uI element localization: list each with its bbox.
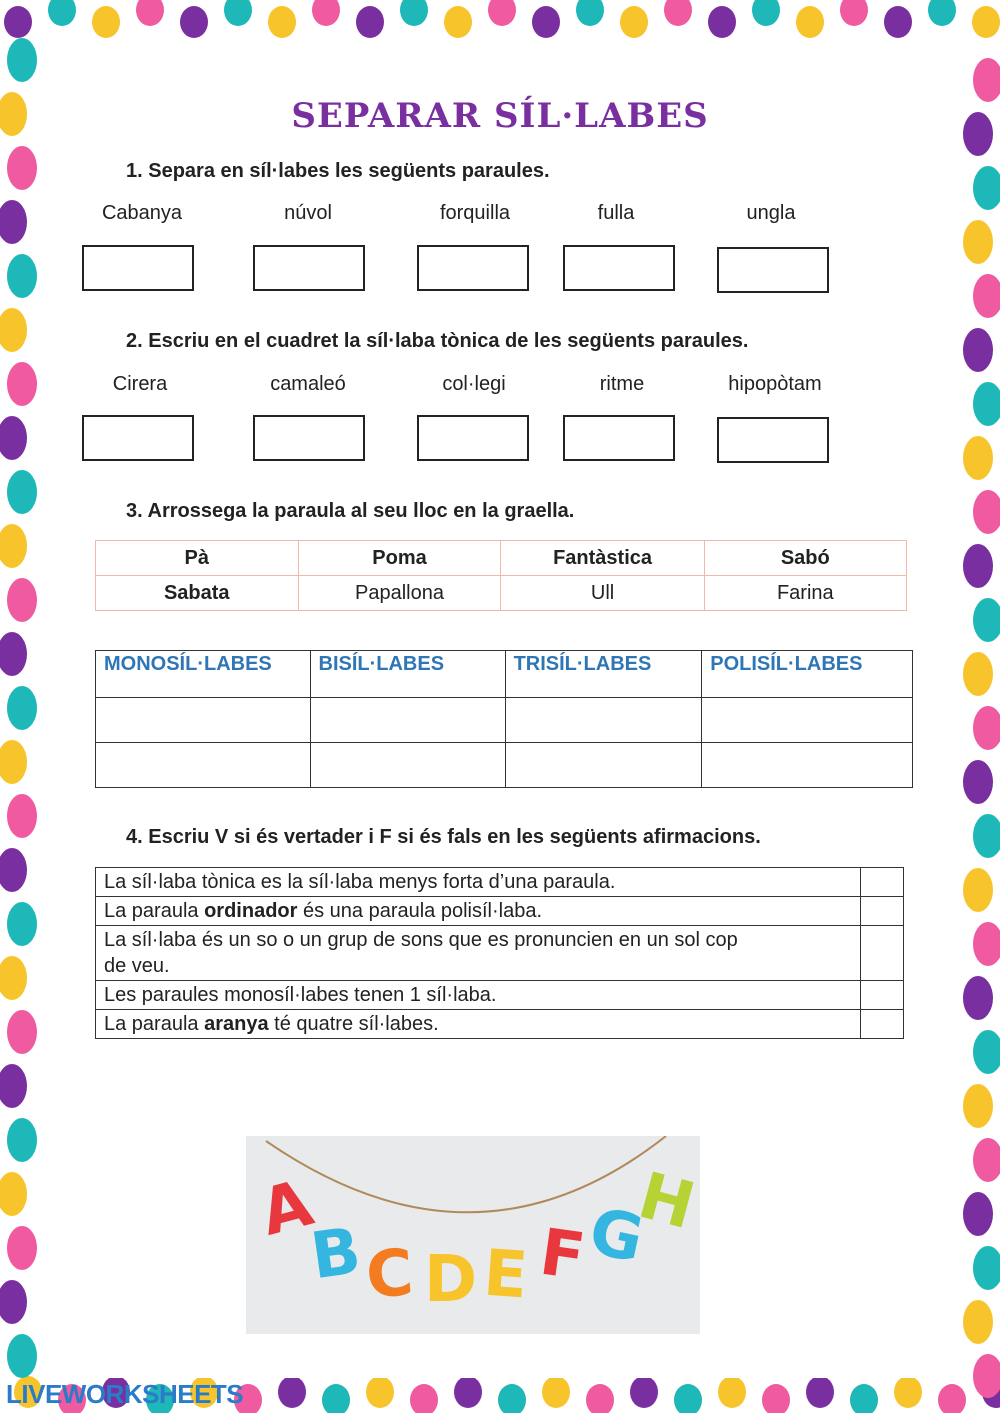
- word-label: ritme: [599, 373, 645, 395]
- garland-letter: C: [363, 1236, 416, 1314]
- statement-text: La síl·laba és un so o un grup de sons que es pronuncien en un sol cop de veu.: [96, 926, 861, 981]
- draggable-word[interactable]: Sabata: [96, 576, 299, 611]
- garland-letter: G: [582, 1194, 650, 1278]
- drop-cell[interactable]: [310, 698, 505, 743]
- true-false-table: [95, 867, 904, 1039]
- draggable-word[interactable]: Papallona: [298, 576, 501, 611]
- answer-cell[interactable]: [861, 926, 904, 981]
- word-label: Cirera: [112, 373, 168, 395]
- statement-text: Les paraules monosíl·labes tenen 1 síl·laba.: [96, 981, 861, 1010]
- word-label: núvol: [284, 202, 332, 224]
- answer-cell[interactable]: [861, 868, 904, 897]
- question-1-heading: 1. Separa en síl·labes les següents paraules.: [126, 160, 550, 182]
- draggable-word[interactable]: Farina: [704, 576, 906, 611]
- answer-box[interactable]: [563, 415, 675, 461]
- answer-box[interactable]: [253, 415, 365, 461]
- word-label: ungla: [746, 202, 796, 224]
- drop-cell[interactable]: [96, 743, 311, 788]
- word-label: fulla: [597, 202, 635, 224]
- garland-letter: B: [306, 1214, 366, 1295]
- answer-box[interactable]: [253, 245, 365, 291]
- answer-box[interactable]: [563, 245, 675, 291]
- drop-cell[interactable]: [310, 743, 505, 788]
- classification-table: [95, 650, 913, 788]
- word-label: forquilla: [439, 202, 511, 224]
- word-bank-table: [95, 540, 907, 611]
- word-label: hipopòtam: [728, 373, 822, 395]
- drop-cell[interactable]: [505, 698, 702, 743]
- answer-cell[interactable]: [861, 981, 904, 1010]
- answer-cell[interactable]: [861, 897, 904, 926]
- word-label: Cabanya: [101, 202, 183, 224]
- alphabet-garland-image: [246, 1136, 700, 1334]
- column-header-bisyllables: BISÍL·LABES: [310, 651, 505, 698]
- answer-box[interactable]: [82, 415, 194, 461]
- page-title: SEPARAR SÍL·LABES: [291, 96, 709, 136]
- draggable-word[interactable]: Pà: [96, 541, 299, 576]
- garland-letter: H: [631, 1158, 700, 1245]
- liveworksheets-logo: LIVEWORKSHEETS: [6, 1379, 244, 1409]
- drop-cell[interactable]: [702, 743, 913, 788]
- word-label: camaleó: [270, 373, 346, 395]
- statement-text: La paraula aranya té quatre síl·labes.: [96, 1010, 861, 1039]
- statement-text: La síl·laba tònica es la síl·laba menys forta d’una paraula.: [96, 868, 861, 897]
- answer-box[interactable]: [717, 417, 829, 463]
- garland-letter: D: [424, 1243, 478, 1317]
- garland-letter: E: [481, 1236, 530, 1314]
- answer-box[interactable]: [417, 415, 529, 461]
- draggable-word[interactable]: Ull: [501, 576, 704, 611]
- question-3-heading: 3. Arrossega la paraula al seu lloc en la graella.: [126, 500, 575, 522]
- column-header-polysyllables: POLISÍL·LABES: [702, 651, 913, 698]
- drop-cell[interactable]: [702, 698, 913, 743]
- garland-letter: A: [253, 1166, 321, 1251]
- question-2-heading: 2. Escriu en el cuadret la síl·laba tònica de les següents paraules.: [126, 330, 749, 352]
- draggable-word[interactable]: Sabó: [704, 541, 906, 576]
- answer-box[interactable]: [417, 245, 529, 291]
- word-label: col·legi: [442, 373, 506, 395]
- answer-box[interactable]: [82, 245, 194, 291]
- answer-cell[interactable]: [861, 1010, 904, 1039]
- garland-drawing: [246, 1136, 700, 1334]
- drop-cell[interactable]: [505, 743, 702, 788]
- question-4-heading: 4. Escriu V si és vertader i F si és fals en les següents afirmacions.: [126, 826, 761, 848]
- answer-box[interactable]: [717, 247, 829, 293]
- column-header-trisyllables: TRISÍL·LABES: [505, 651, 702, 698]
- column-header-monosyllables: MONOSÍL·LABES: [96, 651, 311, 698]
- draggable-word[interactable]: Poma: [298, 541, 501, 576]
- statement-text: La paraula ordinador és una paraula polisíl·laba.: [96, 897, 861, 926]
- drop-cell[interactable]: [96, 698, 311, 743]
- draggable-word[interactable]: Fantàstica: [501, 541, 704, 576]
- garland-letter: F: [535, 1215, 590, 1295]
